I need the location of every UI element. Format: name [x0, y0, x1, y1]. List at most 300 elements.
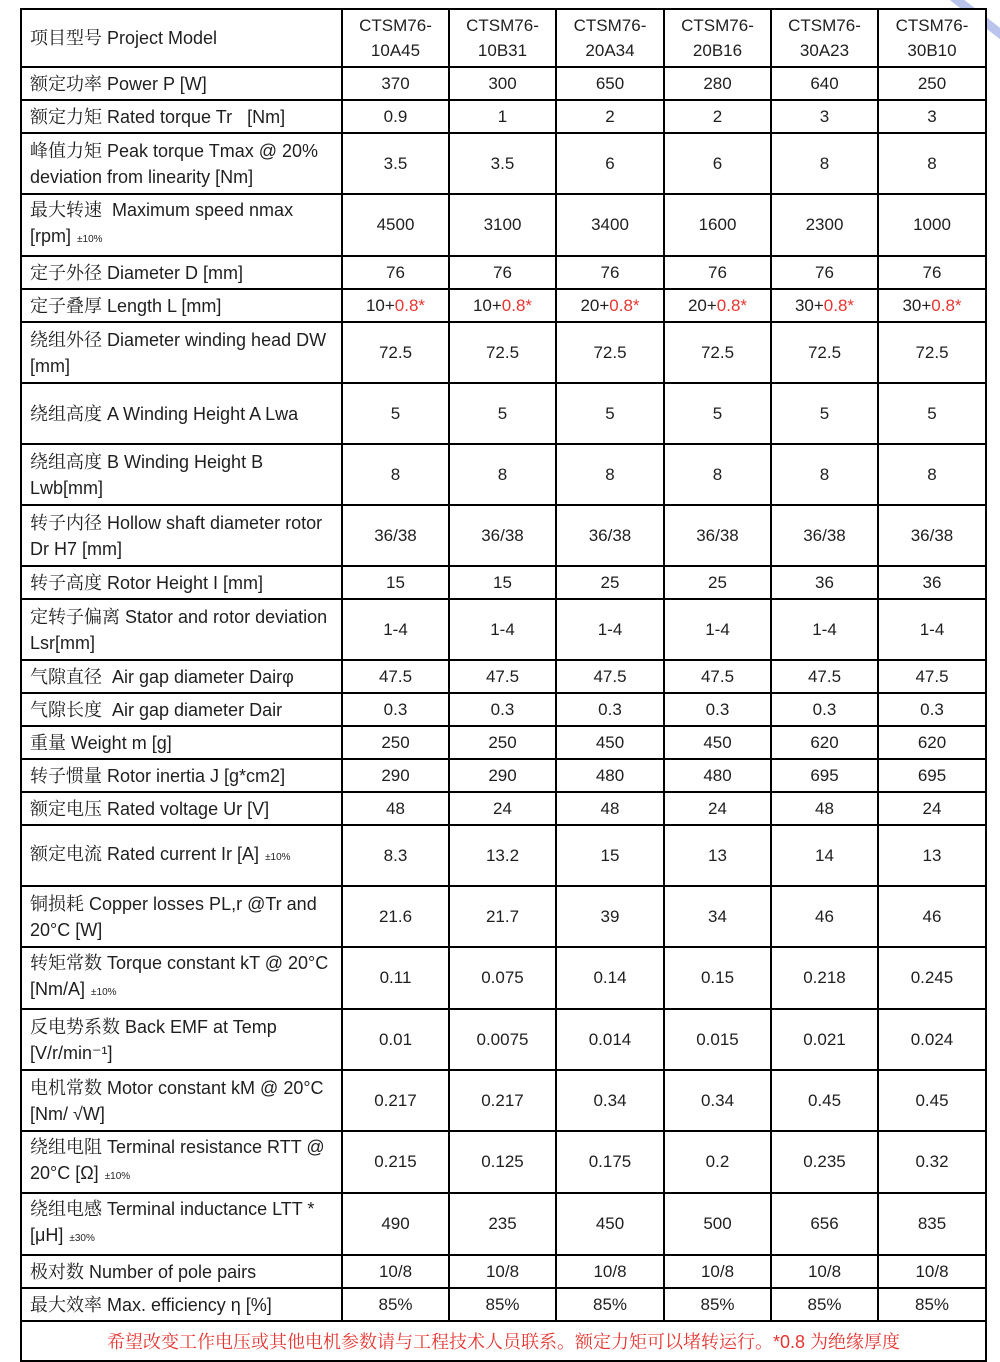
value-text: 0.3: [812, 699, 837, 719]
row-label: [21, 1255, 342, 1288]
spec-row: [21, 194, 986, 256]
cell-value: [878, 947, 986, 1009]
value-text: 36: [815, 572, 834, 592]
value-text: 3: [819, 106, 830, 126]
cell-value: [771, 444, 878, 505]
value-text: 480: [595, 765, 625, 785]
row-label: [21, 726, 342, 759]
cell-value: [878, 67, 986, 100]
cell-value: [664, 289, 771, 322]
value-text: 500: [703, 1214, 732, 1233]
value-text: 76: [600, 262, 620, 282]
cell-value: [342, 792, 449, 825]
cell-value: [449, 825, 556, 886]
cell-value: [664, 660, 771, 693]
cell-value: [878, 825, 986, 886]
cell-value: [449, 947, 556, 1009]
value-text: 450: [595, 732, 625, 752]
spec-row: [21, 67, 986, 100]
value-text: 72.5: [915, 342, 949, 362]
row-label: [21, 566, 342, 599]
cell-value: [342, 1255, 449, 1288]
cell-value: [771, 194, 878, 256]
cell-value: [449, 660, 556, 693]
row-label: [21, 947, 342, 1009]
value-text: 10/8: [807, 1261, 842, 1281]
spec-row: [21, 660, 986, 693]
value-text: 0.11: [379, 968, 412, 987]
value-text: 5: [497, 403, 508, 423]
cell-value: [556, 67, 664, 100]
spec-row: [21, 256, 986, 289]
row-label-text: 定子外径 Diameter D [mm]: [30, 262, 244, 283]
cell-value: [342, 1193, 449, 1255]
row-label-text: 绕组电阻 Terminal resistance RTT @ 20°C [Ω]: [30, 1137, 330, 1183]
value-text: 76: [386, 262, 405, 282]
cell-value: [664, 599, 771, 660]
value-text: 36/38: [374, 525, 417, 545]
value-text: 24: [493, 798, 512, 818]
cell-value: [771, 660, 878, 693]
value-text: 76: [493, 262, 512, 282]
cell-value: [878, 194, 986, 256]
row-label: [21, 1070, 342, 1131]
cell-value: [556, 444, 664, 505]
model-line1: CTSM76-: [788, 16, 861, 35]
value-text: 36/38: [588, 525, 632, 545]
cell-value: [771, 1288, 878, 1321]
cell-value: [449, 693, 556, 726]
project-model-header: 项目型号 Project Model: [21, 9, 342, 67]
value-text: 46: [815, 906, 834, 926]
cell-value: [878, 1131, 986, 1193]
value-red-suffix: 0.8*: [823, 295, 855, 315]
cell-value: [771, 383, 878, 444]
cell-value: [664, 100, 771, 133]
value-text: 8: [497, 464, 508, 484]
cell-value: [556, 726, 664, 759]
row-label: [21, 444, 342, 505]
cell-value: [342, 825, 449, 886]
cell-value: [771, 1131, 878, 1193]
row-label-text: 转矩常数 Torque constant kT @ 20°C [Nm/A]: [30, 953, 334, 999]
row-label: [21, 100, 342, 133]
value-text: 0.14: [593, 968, 627, 987]
value-text: 0.014: [588, 1029, 632, 1049]
value-text: 8: [390, 464, 401, 484]
cell-value: [556, 599, 664, 660]
value-text: 450: [595, 1214, 625, 1233]
cell-value: [878, 505, 986, 566]
cell-value: [771, 886, 878, 947]
value-text: 0.3: [920, 699, 944, 719]
cell-value: [664, 322, 771, 383]
row-label-text: 绕组高度 B Winding Height B Lwb[mm]: [30, 451, 269, 498]
row-label: [21, 256, 342, 289]
tolerance-note: ±10%: [265, 851, 291, 863]
cell-value: [878, 693, 986, 726]
cell-value: [556, 194, 664, 256]
cell-value: [878, 289, 986, 322]
model-line1: CTSM76-: [573, 16, 647, 35]
value-text: 620: [917, 732, 947, 752]
cell-value: [664, 947, 771, 1009]
value-text: 290: [381, 765, 410, 785]
row-label: [21, 194, 342, 256]
value-text: 13: [922, 845, 942, 865]
cell-value: [449, 289, 556, 322]
value-text: 25: [600, 572, 620, 592]
row-label: [21, 825, 342, 886]
value-text: 300: [488, 73, 517, 93]
value-text: 0.015: [696, 1029, 739, 1049]
value-text: 10+: [472, 295, 502, 315]
cell-value: [664, 67, 771, 100]
value-text: 3400: [591, 215, 629, 234]
row-label-text: 额定力矩 Rated torque Tr [Nm]: [30, 106, 286, 127]
value-text: 0.34: [593, 1090, 627, 1110]
value-text: 0.32: [915, 1152, 949, 1171]
value-text: 0.215: [374, 1152, 417, 1171]
row-label-text: 绕组电感 Terminal inductance LTT * [μH]: [30, 1199, 320, 1245]
cell-value: [878, 1070, 986, 1131]
value-text: 6: [712, 153, 723, 173]
value-text: 0.34: [700, 1090, 735, 1110]
spec-row: [21, 1131, 986, 1193]
value-text: 3.5: [490, 153, 515, 173]
cell-value: [556, 792, 664, 825]
cell-value: [342, 67, 449, 100]
cell-value: [664, 133, 771, 194]
cell-value: [664, 825, 771, 886]
cell-value: [878, 1193, 986, 1255]
cell-value: [449, 133, 556, 194]
cell-value: [449, 759, 556, 792]
spec-row: [21, 133, 986, 194]
cell-value: [878, 322, 986, 383]
cell-value: [342, 1288, 449, 1321]
header-row: [21, 9, 986, 67]
footer-note: 希望改变工作电压或其他电机参数请与工程技术人员联系。额定力矩可以堵转运行。*0.8 为绝缘厚度: [21, 1321, 986, 1361]
row-label: [21, 1131, 342, 1193]
cell-value: [556, 660, 664, 693]
value-text: 13: [708, 845, 727, 865]
cell-value: [342, 1131, 449, 1193]
value-text: 46: [922, 906, 942, 926]
cell-value: [878, 886, 986, 947]
value-text: 47.5: [485, 666, 520, 686]
value-text: 30+: [794, 295, 824, 315]
value-text: 72.5: [378, 342, 413, 362]
value-text: 5: [927, 403, 937, 423]
cell-value: [556, 133, 664, 194]
value-text: 1-4: [812, 619, 837, 639]
spec-row: [21, 792, 986, 825]
tolerance-note: ±30%: [69, 1233, 95, 1244]
value-text: 0.217: [374, 1090, 417, 1110]
value-text: 695: [810, 765, 839, 785]
spec-table-body: [21, 67, 986, 1321]
value-text: 21.6: [378, 906, 413, 926]
tolerance-note: ±10%: [91, 987, 117, 998]
spec-row: [21, 444, 986, 505]
value-text: 15: [386, 572, 405, 592]
cell-value: [771, 133, 878, 194]
spec-row: [21, 1288, 986, 1321]
cell-value: [771, 693, 878, 726]
value-red-suffix: 0.8*: [931, 295, 962, 315]
model-line1: CTSM76-: [895, 16, 969, 35]
value-text: 450: [703, 732, 732, 752]
cell-value: [449, 566, 556, 599]
cell-value: [342, 133, 449, 194]
value-text: 8: [927, 464, 937, 484]
value-text: 656: [810, 1214, 839, 1233]
model-line1: CTSM76-: [681, 16, 754, 35]
cell-value: [664, 1193, 771, 1255]
cell-value: [342, 444, 449, 505]
value-text: 3100: [483, 215, 522, 234]
value-text: 20+: [687, 295, 717, 315]
value-text: 48: [600, 798, 620, 818]
value-text: 48: [386, 798, 405, 818]
value-text: 85%: [914, 1294, 950, 1314]
spec-row: [21, 566, 986, 599]
cell-value: [449, 726, 556, 759]
spec-row: [21, 100, 986, 133]
cell-value: [771, 256, 878, 289]
model-line2: 20B16: [692, 41, 743, 60]
cell-value: [878, 1288, 986, 1321]
value-text: 10/8: [485, 1261, 520, 1281]
cell-value: [449, 1070, 556, 1131]
cell-value: [556, 947, 664, 1009]
value-text: 0.01: [378, 1029, 413, 1049]
value-text: 85%: [485, 1294, 520, 1314]
value-text: 10/8: [915, 1261, 949, 1281]
value-text: 20+: [580, 295, 610, 315]
cell-value: [449, 1193, 556, 1255]
value-text: 0.021: [803, 1029, 846, 1049]
spec-row: [21, 599, 986, 660]
model-line2: 20A34: [585, 41, 635, 60]
value-text: 0.218: [803, 968, 846, 987]
cell-value: [342, 194, 449, 256]
cell-value: [771, 505, 878, 566]
cell-value: [878, 133, 986, 194]
cell-value: [342, 726, 449, 759]
value-text: 0.9: [383, 106, 408, 126]
cell-value: [449, 194, 556, 256]
value-text: 0.235: [803, 1152, 846, 1171]
cell-value: [771, 1255, 878, 1288]
cell-value: [771, 825, 878, 886]
cell-value: [342, 100, 449, 133]
value-text: 2: [712, 106, 723, 126]
row-label-text: 气隙直径 Air gap diameter Dairφ: [30, 666, 294, 687]
cell-value: [342, 759, 449, 792]
cell-value: [556, 759, 664, 792]
value-text: 8: [712, 464, 723, 484]
cell-value: [342, 947, 449, 1009]
row-label-text: 铜损耗 Copper losses PL,r @Tr and 20°C [W]: [30, 893, 322, 940]
cell-value: [342, 505, 449, 566]
value-text: 5: [819, 403, 830, 423]
value-text: 85%: [378, 1294, 413, 1314]
value-text: 620: [810, 732, 839, 752]
value-red-suffix: 0.8*: [716, 295, 748, 315]
row-label-text: 气隙长度 Air gap diameter Dair: [30, 699, 283, 720]
value-text: 2: [605, 106, 615, 126]
row-label-text: 定转子偏离 Stator and rotor deviation Lsr[mm]: [30, 606, 333, 653]
value-text: 1000: [913, 215, 951, 234]
value-text: 2300: [805, 215, 844, 234]
value-text: 36/38: [481, 525, 524, 545]
spec-row: [21, 759, 986, 792]
value-text: 8: [927, 153, 937, 173]
row-label-text: 电机常数 Motor constant kM @ 20°C [Nm/ √W]: [30, 1077, 329, 1124]
value-text: 0.45: [807, 1090, 842, 1110]
cell-value: [878, 792, 986, 825]
value-text: 640: [810, 73, 839, 93]
model-header-ctsm76-30b10: [878, 9, 986, 67]
cell-value: [771, 67, 878, 100]
cell-value: [556, 1070, 664, 1131]
cell-value: [664, 759, 771, 792]
row-label-text: 定子叠厚 Length L [mm]: [30, 295, 222, 316]
row-label-text: 额定电压 Rated voltage Ur [V]: [30, 798, 270, 819]
value-text: 1-4: [597, 619, 623, 639]
value-red-suffix: 0.8*: [501, 295, 533, 315]
cell-value: [771, 1070, 878, 1131]
cell-value: [878, 1009, 986, 1070]
spec-row: [21, 947, 986, 1009]
row-label: [21, 383, 342, 444]
model-line2: 10A45: [370, 41, 421, 60]
cell-value: [342, 693, 449, 726]
value-text: 25: [708, 572, 727, 592]
row-label: [21, 1288, 342, 1321]
value-text: 250: [917, 73, 947, 93]
value-text: 0.125: [481, 1152, 524, 1171]
row-label: [21, 660, 342, 693]
model-header-ctsm76-10b31: [449, 9, 556, 67]
model-line2: 10B31: [477, 41, 528, 60]
value-text: 10/8: [700, 1261, 735, 1281]
model-line2: 30A23: [799, 41, 850, 60]
cell-value: [342, 599, 449, 660]
value-text: 370: [381, 73, 410, 93]
value-text: 3.5: [383, 153, 408, 173]
cell-value: [556, 100, 664, 133]
row-label: [21, 693, 342, 726]
spec-row: [21, 825, 986, 886]
row-label: [21, 289, 342, 322]
value-text: 490: [381, 1214, 410, 1233]
value-text: 0.15: [700, 968, 735, 987]
value-text: 0.245: [910, 968, 954, 987]
cell-value: [771, 792, 878, 825]
value-text: 10/8: [378, 1261, 413, 1281]
value-text: 3: [927, 106, 937, 126]
motor-spec-table: [20, 8, 987, 1362]
row-label: [21, 759, 342, 792]
value-text: 72.5: [700, 342, 735, 362]
cell-value: [664, 256, 771, 289]
value-text: 8: [605, 464, 615, 484]
cell-value: [878, 383, 986, 444]
value-text: 15: [493, 572, 512, 592]
cell-value: [664, 1255, 771, 1288]
model-line2: 30B10: [907, 41, 957, 60]
cell-value: [878, 256, 986, 289]
row-label-text: 绕组外径 Diameter winding head DW [mm]: [30, 329, 332, 376]
value-text: 835: [917, 1214, 947, 1233]
value-text: 76: [708, 262, 727, 282]
cell-value: [771, 947, 878, 1009]
cell-value: [449, 67, 556, 100]
cell-value: [556, 1009, 664, 1070]
spec-row: [21, 726, 986, 759]
row-label: [21, 133, 342, 194]
row-label-text: 额定电流 Rated current Ir [A]: [30, 843, 260, 864]
value-text: 280: [703, 73, 732, 93]
row-label: [21, 1009, 342, 1070]
cell-value: [556, 693, 664, 726]
cell-value: [664, 505, 771, 566]
spec-row: [21, 289, 986, 322]
cell-value: [342, 886, 449, 947]
value-text: 36: [922, 572, 942, 592]
value-text: 0.0075: [476, 1029, 529, 1049]
cell-value: [771, 100, 878, 133]
row-label-text: 最大转速 Maximum speed nmax [rpm]: [30, 200, 299, 246]
cell-value: [449, 100, 556, 133]
row-label-text: 最大效率 Max. efficiency η [%]: [30, 1294, 272, 1315]
value-text: 72.5: [485, 342, 520, 362]
tolerance-note: ±10%: [77, 234, 103, 245]
cell-value: [664, 1131, 771, 1193]
cell-value: [556, 322, 664, 383]
cell-value: [556, 383, 664, 444]
spec-row: [21, 383, 986, 444]
spec-row: [21, 1193, 986, 1255]
spec-row: [21, 1009, 986, 1070]
cell-value: [664, 792, 771, 825]
value-text: 48: [815, 798, 834, 818]
value-text: 36/38: [910, 525, 954, 545]
row-label: [21, 322, 342, 383]
cell-value: [878, 599, 986, 660]
cell-value: [342, 1009, 449, 1070]
value-text: 85%: [592, 1294, 628, 1314]
cell-value: [771, 322, 878, 383]
cell-value: [449, 792, 556, 825]
row-label-text: 重量 Weight m [g]: [30, 732, 172, 753]
cell-value: [449, 444, 556, 505]
model-header-ctsm76-20a34: [556, 9, 664, 67]
cell-value: [342, 660, 449, 693]
cell-value: [771, 726, 878, 759]
cell-value: [449, 322, 556, 383]
model-line1: CTSM76-: [359, 16, 432, 35]
cell-value: [342, 566, 449, 599]
value-text: 0.217: [481, 1090, 524, 1110]
value-text: 0.3: [705, 699, 730, 719]
spec-row: [21, 1070, 986, 1131]
cell-value: [878, 444, 986, 505]
value-text: 480: [703, 765, 732, 785]
